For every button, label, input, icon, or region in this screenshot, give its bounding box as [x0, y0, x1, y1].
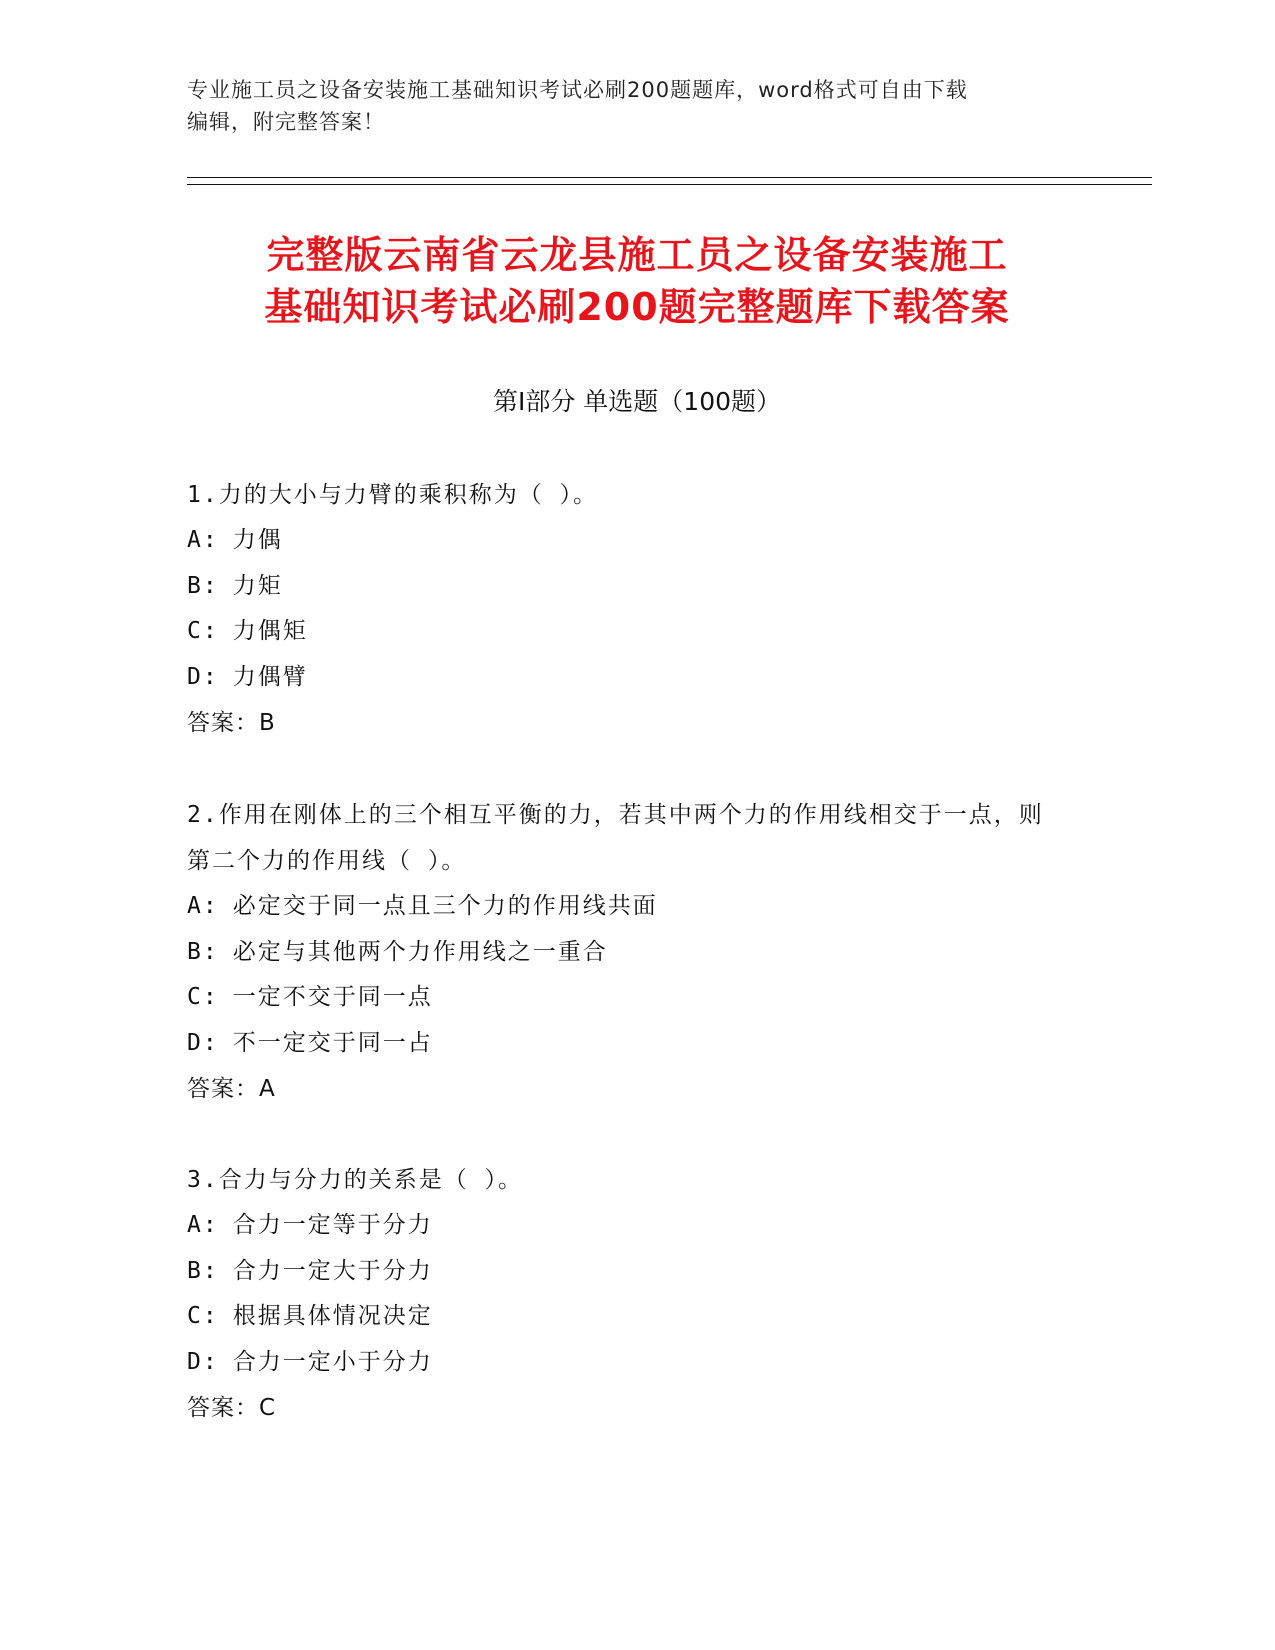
- option-key: B:: [187, 572, 219, 599]
- question-block: [187, 792, 1067, 1112]
- question-answer: 答案：C: [187, 1395, 277, 1421]
- option-text: 合力一定等于分力: [232, 1212, 433, 1238]
- document-title-line-1: 完整版云南省云龙县施工员之设备安装施工: [266, 233, 1008, 277]
- option-c: [187, 1294, 1067, 1340]
- question-answer: 答案：B: [187, 710, 276, 736]
- option-c: [187, 975, 1067, 1021]
- option-a: [187, 884, 1067, 930]
- option-text: 力矩: [232, 572, 283, 599]
- option-text: 合力一定小于分力: [232, 1348, 433, 1375]
- document-title-line-2: 基础知识考试必刷200题完整题库下载答案: [264, 285, 1010, 329]
- option-text: 必定与其他两个力作用线之一重合: [232, 938, 608, 965]
- option-text: 力偶: [232, 527, 283, 553]
- option-key: D:: [187, 663, 219, 690]
- question-stem: 2.作用在刚体上的三个相互平衡的力，若其中两个力的作用线相交于一点，则第二个力的作用线（ ）。: [187, 802, 1044, 874]
- option-key: C:: [187, 984, 219, 1010]
- header-divider-top: [187, 177, 1152, 178]
- option-key: B:: [187, 1257, 219, 1284]
- option-text: 根据具体情况决定: [232, 1303, 433, 1329]
- option-text: 力偶臂: [232, 663, 308, 690]
- option-b: [187, 564, 1067, 610]
- option-key: A:: [187, 527, 219, 553]
- header-note: [187, 74, 1087, 138]
- option-a: [187, 1203, 1067, 1249]
- header-divider-bottom: [187, 184, 1152, 185]
- option-text: 一定不交于同一点: [232, 984, 433, 1010]
- header-note-line-2: 编辑，附完整答案！: [187, 110, 385, 134]
- option-b: [187, 930, 1067, 976]
- option-d: [187, 1021, 1067, 1067]
- option-text: 合力一定大于分力: [232, 1257, 433, 1284]
- option-text: 不一定交于同一占: [232, 1029, 433, 1056]
- option-d: [187, 655, 1067, 701]
- document-title: [187, 229, 1087, 333]
- section-title: 第Ⅰ部分 单选题（100题）: [492, 387, 782, 416]
- option-text: 力偶矩: [232, 618, 308, 644]
- option-key: C:: [187, 618, 219, 644]
- option-a: [187, 518, 1067, 564]
- option-key: A:: [187, 1212, 219, 1238]
- question-stem: 1.力的大小与力臂的乘积称为（ ）。: [187, 482, 599, 508]
- question-block: [187, 472, 1067, 746]
- option-b: [187, 1249, 1067, 1295]
- question-block: [187, 1157, 1067, 1431]
- question-stem: 3.合力与分力的关系是（ ）。: [187, 1167, 524, 1193]
- option-key: D:: [187, 1348, 219, 1375]
- question-answer: 答案：A: [187, 1076, 276, 1102]
- header-note-line-1: 专业施工员之设备安装施工基础知识考试必刷200题题库，word格式可自由下载: [187, 78, 968, 102]
- option-key: A:: [187, 893, 219, 919]
- option-d: [187, 1340, 1067, 1386]
- option-key: C:: [187, 1303, 219, 1329]
- option-key: D:: [187, 1029, 219, 1056]
- option-key: B:: [187, 938, 219, 965]
- option-c: [187, 609, 1067, 655]
- option-text: 必定交于同一点且三个力的作用线共面: [232, 893, 658, 919]
